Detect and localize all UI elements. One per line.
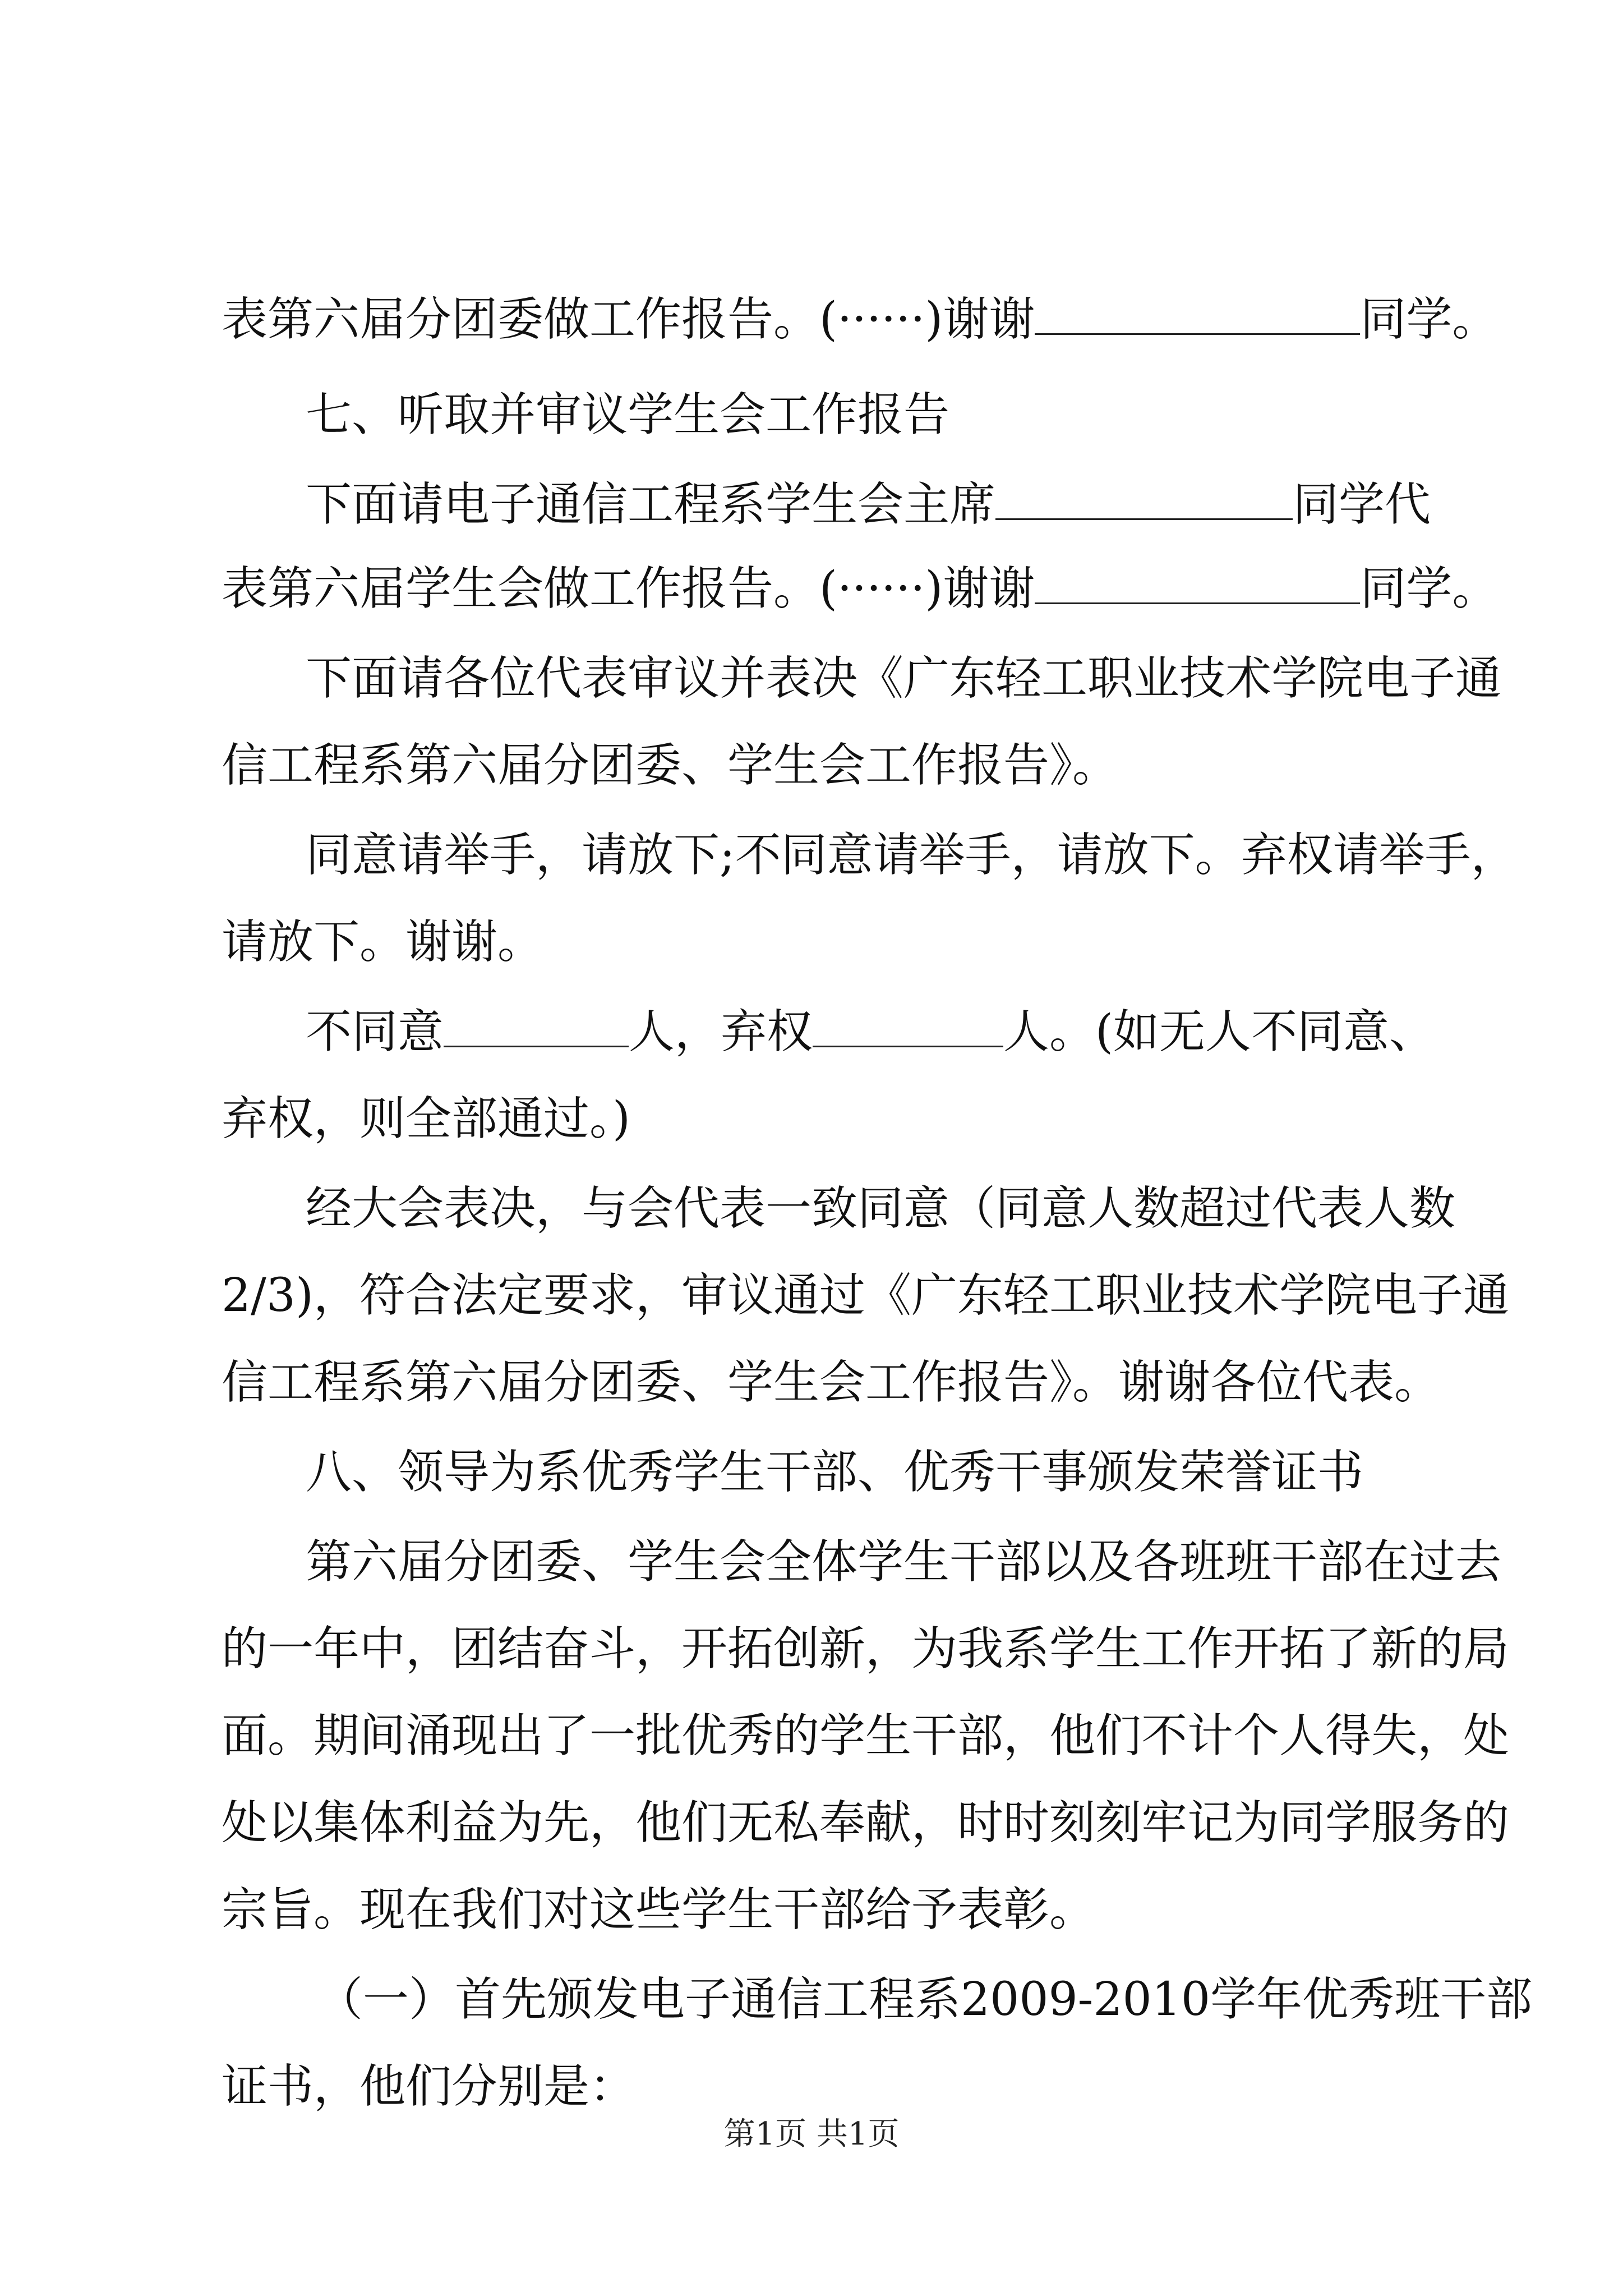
section-heading-7 [306, 387, 1422, 443]
fill-blank [995, 479, 1293, 520]
line-19-text: 宗旨。现在我们对这些学生干部给予表彰。 [222, 1883, 1096, 1936]
text-line-17 [222, 1708, 1510, 1764]
line-7-text: 同意请举手，请放下;不同意请举手，请放下。弃权请举手， [306, 829, 1517, 882]
page-footer [0, 2115, 1623, 2154]
text-line-13 [222, 1355, 1441, 1411]
line-11-text: 经大会表决，与会代表一致同意（同意人数超过代表人数 [306, 1182, 1456, 1235]
line-16-text: 的一年中，团结奋斗，开拓创新，为我系学生工作开拓了新的局 [222, 1622, 1510, 1676]
heading-8-text: 八、领导为系优秀学生干部、优秀干事颁发荣誉证书 [306, 1446, 1364, 1499]
line-1-text: 表第六届分团委做工作报告。(······)谢谢 [222, 293, 1035, 346]
text-line-4 [222, 561, 1498, 617]
text-line-12 [222, 1268, 1509, 1324]
page-number: 第1页 共1页 [723, 2116, 900, 2152]
line-1-tail: 同学。 [1360, 293, 1498, 346]
text-line-16 [222, 1621, 1510, 1677]
line-10-text: 弃权，则全部通过。) [222, 1092, 630, 1145]
line-9-tail: 人。(如无人不同意、 [1003, 1005, 1436, 1059]
line-18-text: 处以集体利益为先，他们无私奉献，时时刻刻牢记为同学服务的 [222, 1796, 1510, 1849]
line-20-text: （一）首先颁发电子通信工程系2009-2010学年优秀班干部 [317, 1973, 1533, 2026]
text-line-8 [222, 914, 1422, 970]
text-line-6 [222, 738, 1422, 794]
text-line-9 [306, 1004, 1436, 1060]
line-3-text: 下面请电子通信工程系学生会主席 [306, 478, 996, 531]
text-line-11 [306, 1181, 1456, 1237]
line-8-text: 请放下。谢谢。 [222, 915, 544, 969]
fill-blank [1035, 294, 1360, 335]
line-17-text: 面。期间涌现出了一批优秀的学生干部，他们不计个人得失，处 [222, 1709, 1510, 1763]
fill-blank [444, 1006, 629, 1047]
heading-7-text: 七、听取并审议学生会工作报告 [306, 388, 950, 441]
line-4-text: 表第六届学生会做工作报告。(······)谢谢 [222, 562, 1035, 615]
section-heading-8 [306, 1444, 1422, 1501]
text-line-15 [306, 1534, 1502, 1590]
line-6-text: 信工程系第六届分团委、学生会工作报告》。 [222, 739, 1119, 792]
text-line-7 [306, 827, 1517, 884]
line-3-tail: 同学代 [1293, 478, 1431, 531]
line-5-text: 下面请各位代表审议并表决《广东轻工职业技术学院电子通 [306, 652, 1502, 705]
text-line-10 [222, 1091, 1422, 1147]
text-line-21 [222, 2059, 1422, 2115]
fill-blank [1035, 563, 1360, 604]
line-9-text: 不同意 [306, 1005, 444, 1059]
line-13-text: 信工程系第六届分团委、学生会工作报告》。谢谢各位代表。 [222, 1356, 1441, 1409]
line-12-text: 2/3)，符合法定要求，审议通过《广东轻工职业技术学院电子通 [222, 1269, 1509, 1322]
line-21-text: 证书，他们分别是： [222, 2060, 636, 2113]
text-line-20 [317, 1972, 1533, 2028]
line-4-tail: 同学。 [1360, 562, 1498, 615]
line-9-mid: 人，弃权 [629, 1005, 813, 1059]
text-line-5 [306, 651, 1502, 707]
text-line-3 [306, 477, 1431, 533]
fill-blank [813, 1006, 1003, 1047]
text-line-19 [222, 1882, 1422, 1938]
text-line-1 [222, 292, 1498, 348]
line-15-text: 第六届分团委、学生会全体学生干部以及各班班干部在过去 [306, 1535, 1502, 1589]
text-line-18 [222, 1795, 1510, 1851]
